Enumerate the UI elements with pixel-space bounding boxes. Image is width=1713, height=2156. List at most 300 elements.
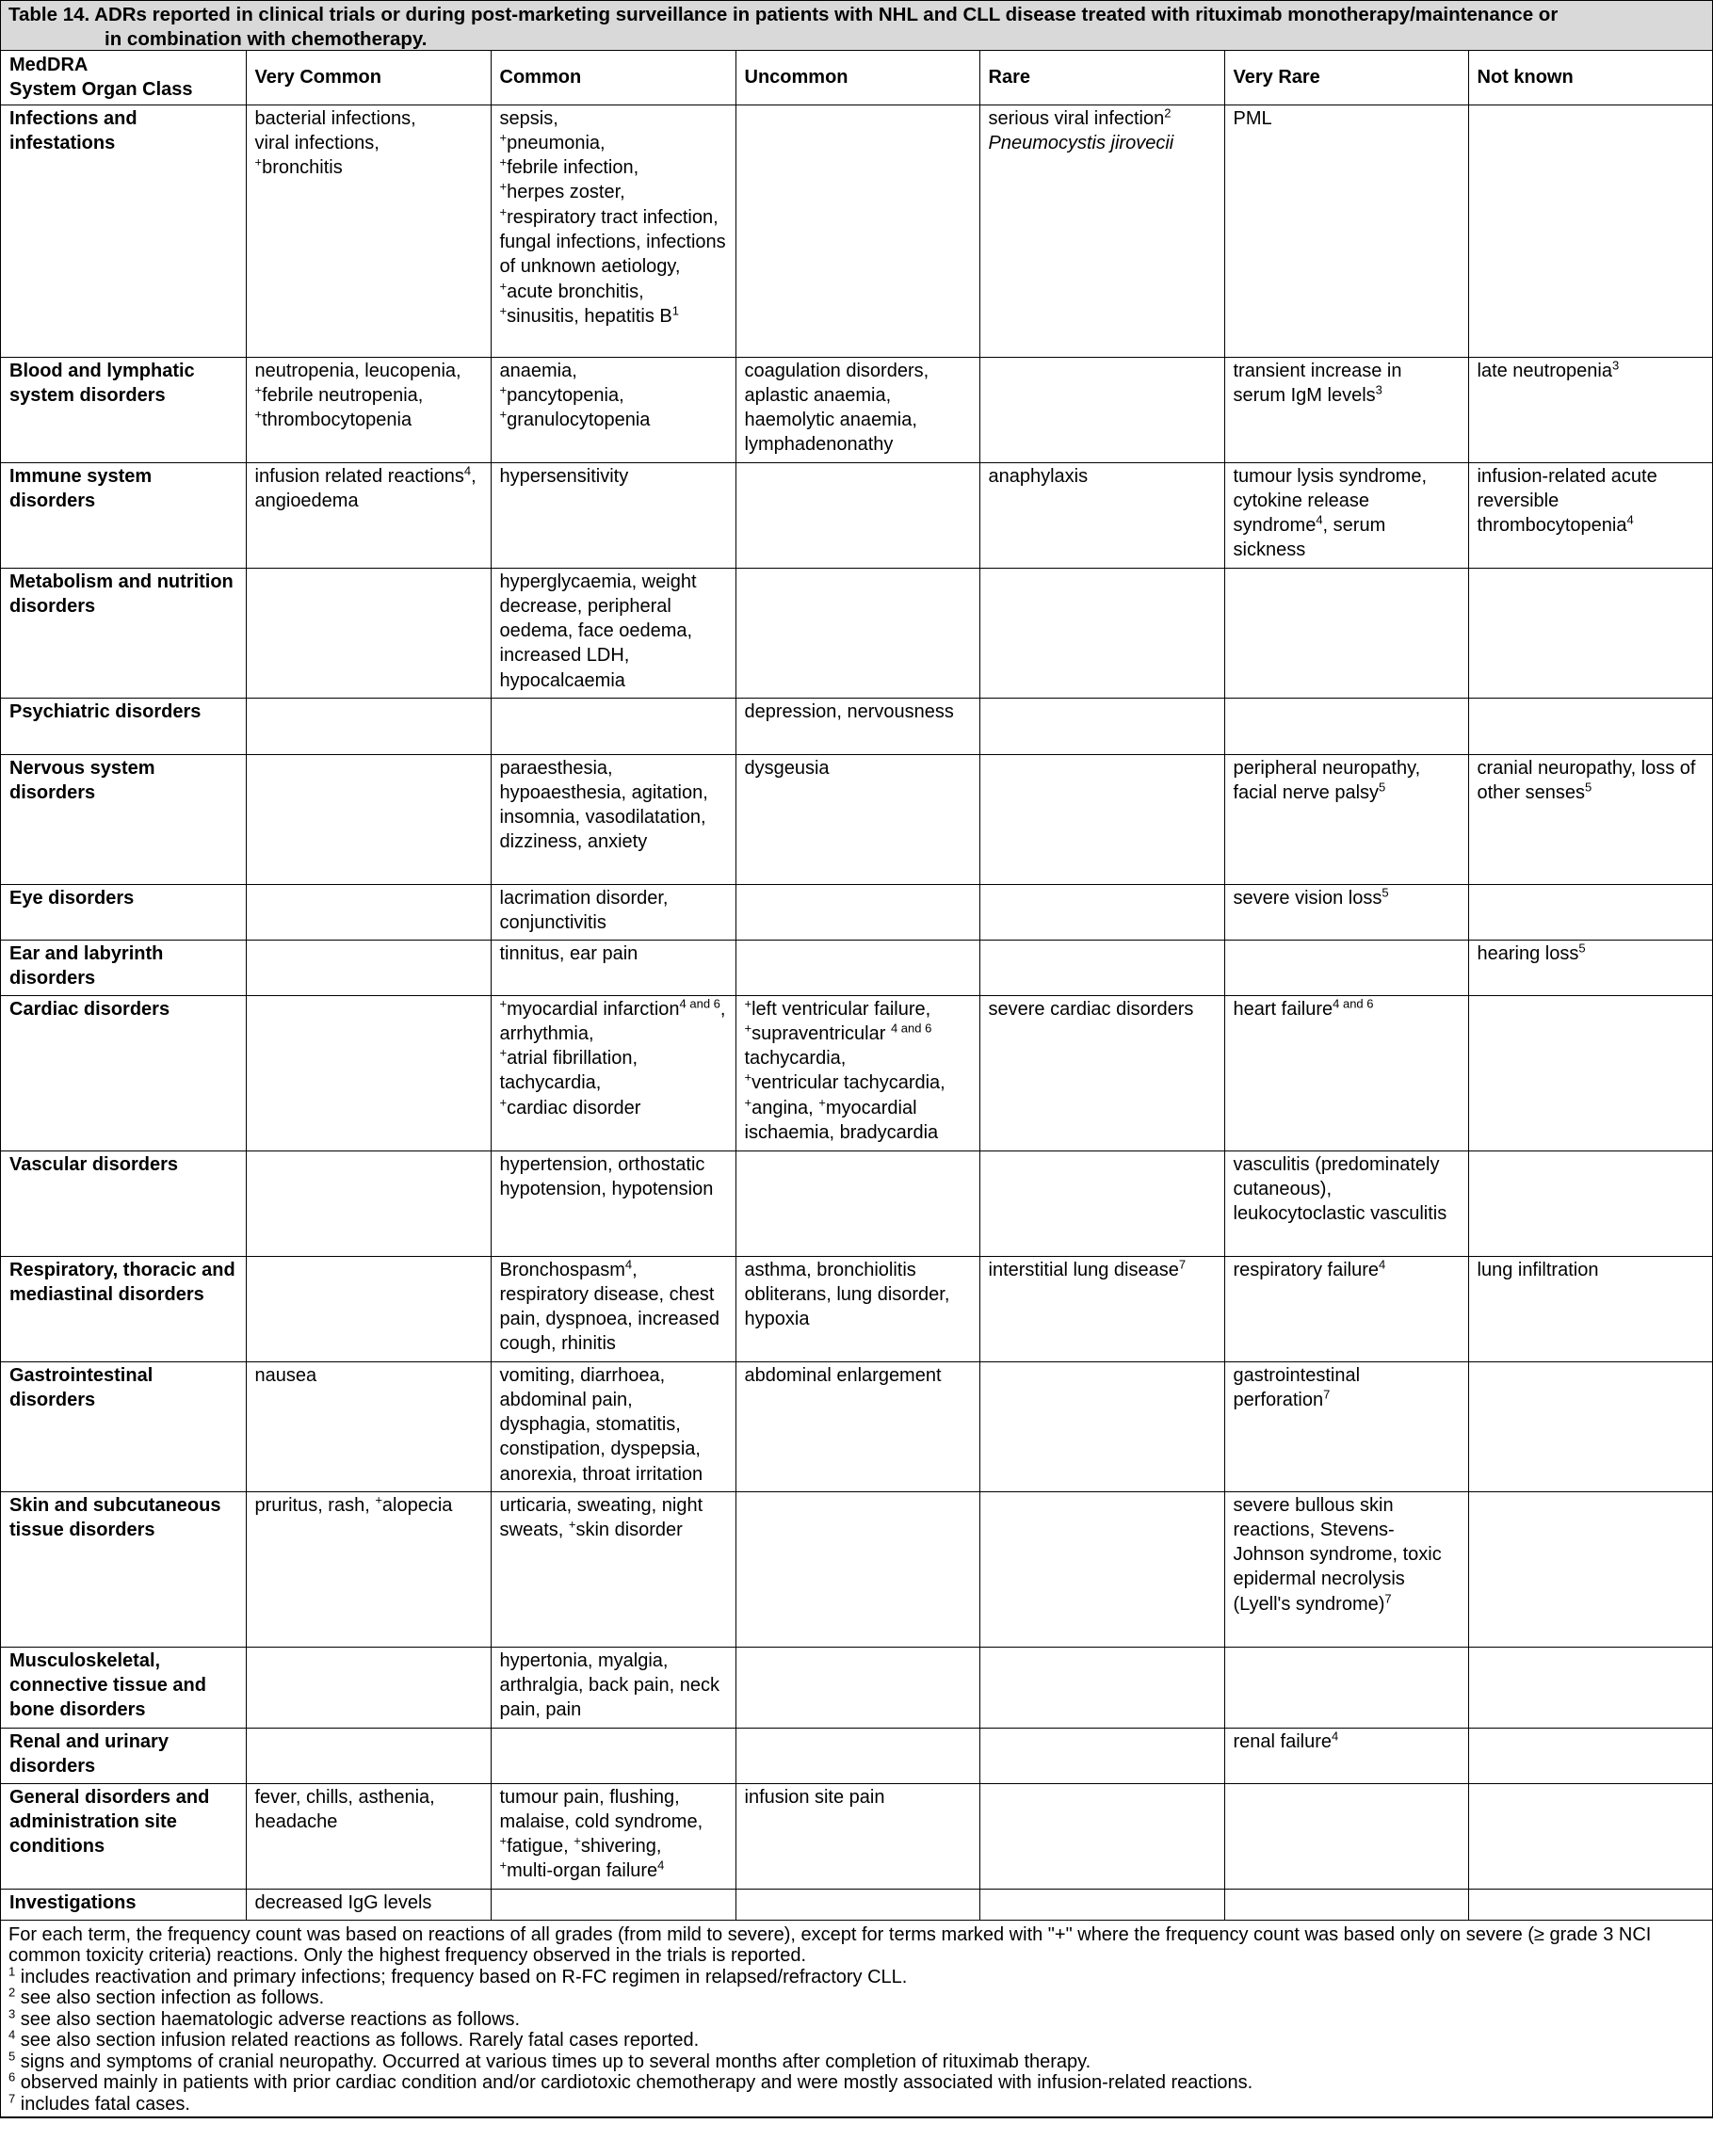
cell-very-common xyxy=(246,1889,491,1920)
cell-rare xyxy=(979,940,1224,995)
term-text: infusion-related acute reversible thrombocytopenia xyxy=(1477,465,1657,537)
term-text: anaphylaxis xyxy=(988,465,1089,487)
soc-cell: Eye disorders xyxy=(1,884,246,940)
soc-cell: Respiratory, thoracic and mediastinal disorders xyxy=(1,1256,246,1361)
cell-very-rare xyxy=(1224,1647,1468,1728)
cell-very-common xyxy=(246,940,491,995)
header-rare: Rare xyxy=(979,51,1224,105)
cell-uncommon xyxy=(735,1150,979,1256)
term-text: transient increase in serum IgM levels xyxy=(1233,360,1402,406)
cell-very-rare xyxy=(1224,1889,1468,1920)
table-row xyxy=(1,940,1712,995)
cell-uncommon xyxy=(735,568,979,698)
term-line xyxy=(1234,1152,1460,1227)
footnote-text: see also section infection as follows. xyxy=(15,1987,325,2008)
footnote-text: see also section infusion related reactions as follows. Rarely fatal cases reported. xyxy=(15,2030,700,2051)
cell-common xyxy=(491,1256,735,1361)
header-soc-line2: System Organ Class xyxy=(9,79,193,101)
header-very-rare: Very Rare xyxy=(1224,51,1468,105)
severity-marker: + xyxy=(744,995,752,1010)
table-row xyxy=(1,1889,1712,1920)
cell-not-known xyxy=(1468,1361,1712,1491)
term-text: pancytopenia, xyxy=(507,384,624,406)
term-line xyxy=(500,359,727,383)
footnote-ref: 4 xyxy=(463,462,472,477)
footnote-item xyxy=(8,2048,1705,2073)
cell-uncommon xyxy=(735,1256,979,1361)
term-text: thrombocytopenia xyxy=(262,410,412,431)
term-text: PML xyxy=(1233,107,1272,129)
term-line xyxy=(500,180,727,204)
footnote-ref: 5 xyxy=(1382,884,1389,899)
term-line xyxy=(500,205,727,280)
header-very-common: Very Common xyxy=(246,51,491,105)
term-line xyxy=(500,1493,727,1543)
cell-rare xyxy=(979,754,1224,884)
table-row xyxy=(1,357,1712,462)
soc-cell: General disorders and administration site conditions xyxy=(1,1783,246,1889)
table-row xyxy=(1,1728,1712,1783)
term-line xyxy=(1234,1258,1460,1282)
term-text: hypertension, orthostatic hypotension, hypotension xyxy=(499,1153,714,1199)
footnote-ref: 4 xyxy=(1316,512,1323,527)
severity-marker: + xyxy=(499,1095,508,1110)
caption-line-1: Table 14. ADRs reported in clinical trials or during post-marketing surveillance in patients with NHL and CLL disease treated with rituximab monotherapy/maintenance or xyxy=(8,4,1559,25)
footnote-ref: 4 xyxy=(624,1256,633,1271)
term-text: lung infiltration xyxy=(1477,1259,1599,1280)
cell-rare xyxy=(979,568,1224,698)
term-line xyxy=(500,1022,727,1046)
cell-rare xyxy=(979,1361,1224,1491)
footnote-ref: 4 xyxy=(657,1858,665,1873)
term-line xyxy=(1478,756,1705,806)
term-line xyxy=(989,1258,1216,1282)
severity-marker: + xyxy=(499,130,508,145)
term-text: Pneumocystis jirovecii xyxy=(988,132,1174,153)
cell-very-rare xyxy=(1224,754,1468,884)
cell-uncommon xyxy=(735,357,979,462)
cell-very-rare xyxy=(1224,1491,1468,1647)
severity-marker: + xyxy=(375,1491,382,1506)
footnote-ref: 7 xyxy=(1323,1387,1331,1402)
term-text: bacterial infections, xyxy=(254,107,416,129)
term-text-after: , serum sickness xyxy=(1233,515,1386,561)
footnote-ref: 4 xyxy=(1379,1256,1386,1271)
footnote-text: observed mainly in patients with prior cardiac condition and/or cardiotoxic chemotherapy and were mostly associated with infusion-related reactions. xyxy=(15,2072,1253,2093)
term-line xyxy=(500,1363,727,1487)
term-text: multi-organ failure xyxy=(507,1860,658,1882)
term-text: Bronchospasm xyxy=(499,1259,625,1280)
term-line xyxy=(745,1022,971,1071)
table-caption xyxy=(1,1,1712,51)
cell-common xyxy=(491,357,735,462)
cell-rare xyxy=(979,698,1224,754)
term-text: pneumonia, xyxy=(507,132,606,153)
term-text: hearing loss xyxy=(1477,942,1579,964)
cell-rare xyxy=(979,357,1224,462)
cell-common xyxy=(491,462,735,568)
table-row xyxy=(1,1647,1712,1728)
term-line xyxy=(1234,1363,1460,1413)
cell-common xyxy=(491,884,735,940)
cell-rare xyxy=(979,1889,1224,1920)
term-line xyxy=(255,106,482,131)
term-text: hypertonia, myalgia, arthralgia, back pain, neck pain, pain xyxy=(499,1649,719,1721)
term-line xyxy=(745,359,971,458)
term-line xyxy=(745,1785,971,1810)
footnote-number: 3 xyxy=(8,2005,16,2020)
term-text: tachycardia, xyxy=(499,1072,602,1094)
cell-very-rare xyxy=(1224,1728,1468,1783)
term-line xyxy=(500,1834,727,1858)
severity-marker: + xyxy=(499,382,508,397)
term-text: angina, xyxy=(751,1097,819,1118)
term-line xyxy=(500,756,727,855)
cell-uncommon xyxy=(735,1491,979,1647)
term-line xyxy=(500,304,727,329)
cell-common xyxy=(491,940,735,995)
cell-rare xyxy=(979,1256,1224,1361)
term-text: ventricular tachycardia, xyxy=(751,1072,945,1094)
term-text: vasculitis (predominately cutaneous), leukocytoclastic vasculitis xyxy=(1233,1153,1447,1225)
term-text-after: , angioedema xyxy=(254,465,477,511)
term-line xyxy=(500,280,727,304)
cell-very-rare xyxy=(1224,357,1468,462)
cell-uncommon xyxy=(735,940,979,995)
cell-not-known xyxy=(1468,884,1712,940)
table-row xyxy=(1,1783,1712,1889)
term-text: granulocytopenia xyxy=(507,410,651,431)
cell-very-common xyxy=(246,357,491,462)
term-line xyxy=(255,359,482,383)
cell-very-rare xyxy=(1224,568,1468,698)
soc-cell: Cardiac disorders xyxy=(1,995,246,1150)
soc-cell: Investigations xyxy=(1,1889,246,1920)
term-line xyxy=(500,1258,727,1357)
table-row xyxy=(1,462,1712,568)
cell-very-common xyxy=(246,995,491,1150)
term-text: asthma, bronchiolitis obliterans, lung disorder, hypoxia xyxy=(744,1259,950,1330)
term-line xyxy=(500,464,727,489)
term-line xyxy=(1478,359,1705,383)
cell-very-common xyxy=(246,1491,491,1647)
term-line xyxy=(255,155,482,180)
table-row xyxy=(1,1491,1712,1647)
term-line xyxy=(1234,997,1460,1022)
cell-very-rare xyxy=(1224,884,1468,940)
term-text: heart failure xyxy=(1233,998,1333,1020)
term-text: paraesthesia, hypoaesthesia, agitation, insomnia, vasodilatation, dizziness, anxiety xyxy=(499,757,708,853)
cell-uncommon xyxy=(735,754,979,884)
term-text: febrile infection, xyxy=(507,157,639,179)
term-text: urticaria, sweating, night sweats, xyxy=(499,1494,703,1540)
cell-very-common xyxy=(246,105,491,357)
term-line xyxy=(745,997,971,1022)
footnote-ref: 3 xyxy=(1611,357,1620,372)
severity-marker: + xyxy=(499,995,508,1010)
term-text: nausea xyxy=(254,1364,317,1386)
cell-uncommon xyxy=(735,698,979,754)
term-text: arrhythmia, xyxy=(499,1022,594,1044)
footnote-ref: 7 xyxy=(1384,1591,1392,1606)
table-row xyxy=(1,698,1712,754)
header-row xyxy=(1,51,1712,105)
cell-common xyxy=(491,698,735,754)
cell-not-known xyxy=(1468,568,1712,698)
term-text: sinusitis, hepatitis B xyxy=(507,305,672,327)
header-common: Common xyxy=(491,51,735,105)
cell-not-known xyxy=(1468,995,1712,1150)
term-line xyxy=(745,756,971,780)
cell-not-known xyxy=(1468,1889,1712,1920)
cell-very-rare xyxy=(1224,1361,1468,1491)
cell-very-rare xyxy=(1224,698,1468,754)
cell-very-common xyxy=(246,1256,491,1361)
cell-very-common xyxy=(246,884,491,940)
footnotes xyxy=(1,1920,1712,2117)
cell-very-rare xyxy=(1224,105,1468,357)
table-row xyxy=(1,1150,1712,1256)
cell-common xyxy=(491,105,735,357)
footnote-item xyxy=(8,1963,1705,1988)
cell-rare xyxy=(979,1647,1224,1728)
footnote-ref: 3 xyxy=(1375,382,1382,397)
cell-common xyxy=(491,995,735,1150)
term-text-after: skin disorder xyxy=(575,1519,683,1540)
term-text: herpes zoster, xyxy=(507,182,625,203)
cell-uncommon xyxy=(735,1889,979,1920)
footnote-text: includes reactivation and primary infections; frequency based on R-FC regimen in relapsed/refractory CLL. xyxy=(15,1966,908,1987)
cell-common xyxy=(491,1728,735,1783)
term-line xyxy=(255,1785,482,1835)
soc-cell: Metabolism and nutrition disorders xyxy=(1,568,246,698)
term-line xyxy=(500,1096,727,1120)
term-text: severe cardiac disorders xyxy=(988,998,1194,1020)
footnote-number: 2 xyxy=(8,1985,16,2000)
severity-marker: + xyxy=(744,1021,752,1036)
term-line xyxy=(1234,1493,1460,1617)
term-line xyxy=(1234,886,1460,910)
term-text: fatigue, xyxy=(507,1836,574,1858)
cell-very-rare xyxy=(1224,1256,1468,1361)
term-text: atrial fibrillation, xyxy=(507,1048,638,1070)
cell-uncommon xyxy=(735,1647,979,1728)
term-line xyxy=(255,408,482,432)
severity-marker: + xyxy=(574,1833,581,1848)
term-text-after: , xyxy=(719,998,726,1020)
severity-marker: + xyxy=(499,154,508,169)
severity-marker: + xyxy=(499,204,508,219)
term-text: peripheral neuropathy, facial nerve palsy xyxy=(1233,757,1421,803)
term-text: severe bullous skin reactions, Stevens-Johnson syndrome, toxic epidermal necrolysis (Lyell's syndrome) xyxy=(1233,1494,1442,1615)
cell-not-known xyxy=(1468,1150,1712,1256)
cell-not-known xyxy=(1468,1256,1712,1361)
cell-uncommon xyxy=(735,105,979,357)
term-text-after: tachycardia, xyxy=(744,1048,847,1070)
term-line xyxy=(500,1152,727,1202)
term-line xyxy=(500,1649,727,1723)
term-text: cranial neuropathy, loss of other senses xyxy=(1477,757,1696,803)
severity-marker: + xyxy=(499,1045,508,1060)
soc-cell: Skin and subcutaneous tissue disorders xyxy=(1,1491,246,1647)
term-text: neutropenia, leucopenia, xyxy=(254,360,461,381)
footnote-ref: 5 xyxy=(1379,780,1386,795)
cell-rare xyxy=(979,105,1224,357)
term-line xyxy=(255,131,482,155)
footnote-general: For each term, the frequency count was based on reactions of all grades (from mild to severe), except for terms marked with "+" where the frequency count was based only on severe (≥ grade 3 NCI common toxicity criteria) reactions. Only the highest frequency observed in the trials is reported. xyxy=(8,1923,1652,1966)
term-line xyxy=(500,408,727,432)
severity-marker: + xyxy=(499,1858,508,1873)
cell-not-known xyxy=(1468,357,1712,462)
term-line xyxy=(255,1891,482,1915)
term-text: depression, nervousness xyxy=(744,700,954,722)
term-text: sepsis, xyxy=(499,107,558,129)
term-text: lacrimation disorder, conjunctivitis xyxy=(499,887,669,933)
footnote-item xyxy=(8,2090,1705,2116)
term-text: decreased IgG levels xyxy=(254,1891,432,1913)
term-line xyxy=(500,570,727,693)
term-line xyxy=(255,383,482,408)
term-line xyxy=(745,1258,971,1332)
cell-very-common xyxy=(246,754,491,884)
term-text: myocardial infarction xyxy=(507,998,680,1020)
term-text: bronchitis xyxy=(262,157,343,179)
footnote-ref: 7 xyxy=(1178,1256,1187,1271)
term-text-after: alopecia xyxy=(381,1494,453,1516)
term-line xyxy=(989,464,1216,489)
term-text: left ventricular failure, xyxy=(751,998,931,1020)
severity-marker: + xyxy=(499,1833,508,1848)
cell-not-known xyxy=(1468,1783,1712,1889)
term-line xyxy=(745,1096,971,1146)
cell-common xyxy=(491,1647,735,1728)
cell-very-rare xyxy=(1224,940,1468,995)
soc-cell: Musculoskeletal, connective tissue and bone disorders xyxy=(1,1647,246,1728)
footnote-text: includes fatal cases. xyxy=(15,2093,190,2115)
cell-not-known xyxy=(1468,462,1712,568)
table-row xyxy=(1,105,1712,357)
cell-not-known xyxy=(1468,940,1712,995)
term-line xyxy=(500,1070,727,1095)
cell-uncommon xyxy=(735,884,979,940)
footnote-number: 6 xyxy=(8,2069,16,2084)
term-line xyxy=(500,1046,727,1070)
term-text: respiratory failure xyxy=(1233,1259,1380,1280)
term-line xyxy=(1234,464,1460,563)
cell-common xyxy=(491,1491,735,1647)
cell-not-known xyxy=(1468,754,1712,884)
term-line xyxy=(255,464,482,514)
cell-very-common xyxy=(246,1728,491,1783)
cell-rare xyxy=(979,1728,1224,1783)
cell-very-common xyxy=(246,1361,491,1491)
severity-marker: + xyxy=(499,179,508,194)
term-text: interstitial lung disease xyxy=(988,1259,1179,1280)
term-text: coagulation disorders, aplastic anaemia, haemolytic anaemia, lymphadenonathy xyxy=(744,360,929,456)
cell-rare xyxy=(979,1491,1224,1647)
term-text: tinnitus, ear pain xyxy=(499,942,638,964)
cell-very-rare xyxy=(1224,1150,1468,1256)
cell-very-rare xyxy=(1224,1783,1468,1889)
cell-common xyxy=(491,1783,735,1889)
soc-cell: Renal and urinary disorders xyxy=(1,1728,246,1783)
cell-rare xyxy=(979,995,1224,1150)
term-text: tumour lysis syndrome, cytokine release syndrome xyxy=(1233,465,1428,537)
term-text: abdominal enlargement xyxy=(744,1364,942,1386)
footnote-ref: 1 xyxy=(671,303,679,318)
term-text: anaemia, xyxy=(499,360,577,381)
term-line xyxy=(745,1070,971,1095)
term-text: renal failure xyxy=(1233,1730,1333,1752)
term-line xyxy=(500,941,727,966)
term-line xyxy=(255,1493,482,1518)
severity-marker: + xyxy=(568,1517,576,1532)
soc-cell: Ear and labyrinth disorders xyxy=(1,940,246,995)
cell-very-common xyxy=(246,1647,491,1728)
term-text: serious viral infection xyxy=(988,107,1165,129)
term-line xyxy=(500,155,727,180)
caption-line-2: in combination with chemotherapy. xyxy=(105,28,428,50)
term-line xyxy=(500,106,727,131)
footnote-ref: 4 xyxy=(1332,1728,1339,1743)
term-text: gastrointestinal perforation xyxy=(1233,1364,1361,1410)
cell-very-common xyxy=(246,1783,491,1889)
cell-rare xyxy=(979,462,1224,568)
severity-marker: + xyxy=(499,278,508,293)
cell-very-rare xyxy=(1224,462,1468,568)
header-not-known: Not known xyxy=(1468,51,1712,105)
cell-very-common xyxy=(246,462,491,568)
cell-common xyxy=(491,1150,735,1256)
footnote-ref: 4 xyxy=(1626,512,1634,527)
term-line xyxy=(745,1363,971,1388)
soc-cell: Blood and lymphatic system disorders xyxy=(1,357,246,462)
severity-marker: + xyxy=(818,1095,826,1110)
table-row xyxy=(1,884,1712,940)
term-text: late neutropenia xyxy=(1477,360,1612,381)
term-line xyxy=(500,131,727,155)
cell-rare xyxy=(979,1783,1224,1889)
term-line xyxy=(1478,941,1705,966)
term-line xyxy=(1234,359,1460,409)
footnote-ref: 2 xyxy=(1164,105,1172,120)
term-line xyxy=(989,106,1216,131)
footnote-row xyxy=(1,1920,1712,2117)
term-line xyxy=(255,1363,482,1388)
table-row xyxy=(1,1361,1712,1491)
term-text: infusion related reactions xyxy=(254,465,464,487)
term-line xyxy=(989,997,1216,1022)
severity-marker: + xyxy=(744,1095,752,1110)
header-uncommon: Uncommon xyxy=(735,51,979,105)
footnote-item xyxy=(8,2027,1705,2051)
severity-marker: + xyxy=(499,303,508,318)
term-line xyxy=(500,1785,727,1835)
severity-marker: + xyxy=(744,1070,752,1085)
cell-rare xyxy=(979,884,1224,940)
term-line xyxy=(1234,1730,1460,1754)
cell-common xyxy=(491,754,735,884)
footnote-ref: 4 and 6 xyxy=(679,995,720,1010)
term-text: acute bronchitis, xyxy=(507,281,644,302)
severity-marker: + xyxy=(254,154,263,169)
table-body xyxy=(1,105,1712,1920)
cell-uncommon xyxy=(735,1728,979,1783)
severity-marker: + xyxy=(254,407,263,422)
footnote-number: 1 xyxy=(8,1963,16,1978)
term-text: fever, chills, asthenia, headache xyxy=(254,1786,435,1832)
term-line xyxy=(500,383,727,408)
